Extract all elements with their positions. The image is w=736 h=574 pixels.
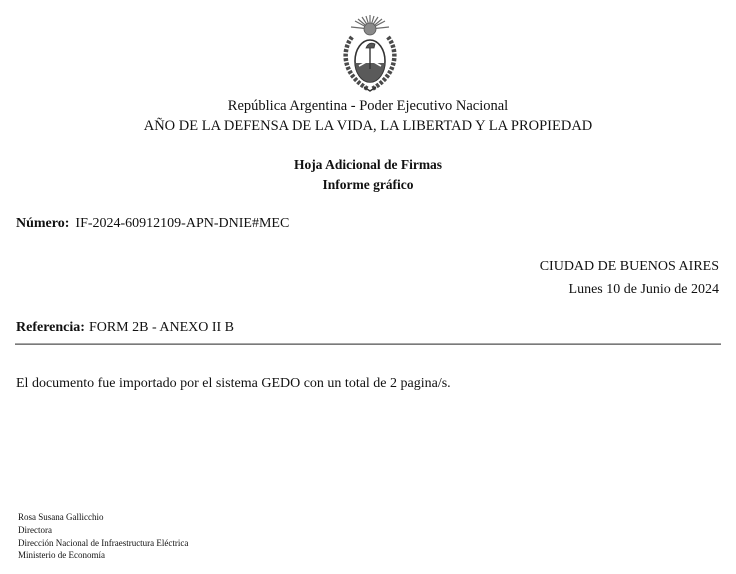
document-body: El documento fue importado por el sistema GEDO con un total de 2 pagina/s. — [16, 376, 451, 391]
document-number-row — [16, 216, 289, 232]
city: CIUDAD DE BUENOS AIRES — [539, 259, 719, 274]
document-subtitle: Informe gráfico — [322, 177, 414, 192]
reference-value: FORM 2B - ANEXO II B — [88, 320, 235, 335]
document-number-label: Número: — [16, 216, 70, 231]
government-line: República Argentina - Poder Ejecutivo Nacional — [227, 98, 509, 114]
signer-department: Dirección Nacional de Infraestructura Eléctrica — [18, 537, 189, 548]
signer-name: Rosa Susana Gallicchio — [18, 512, 104, 522]
signer-position: Directora — [18, 524, 52, 535]
document-date: Lunes 10 de Junio de 2024 — [568, 282, 719, 297]
year-motto: AÑO DE LA DEFENSA DE LA VIDA, LA LIBERTAD Y LA PROPIEDAD — [143, 118, 593, 134]
signer-ministry: Ministerio de Economía — [18, 550, 105, 561]
signature-block — [18, 511, 188, 562]
document-title: Hoja Adicional de Firmas — [293, 157, 443, 172]
reference-label: Referencia: — [16, 320, 85, 335]
document-number-value: IF-2024-60912109-APN-DNIE#MEC — [75, 216, 290, 231]
argentina-coat-of-arms-icon — [335, 13, 405, 95]
divider — [15, 343, 721, 345]
reference-row — [16, 320, 234, 336]
